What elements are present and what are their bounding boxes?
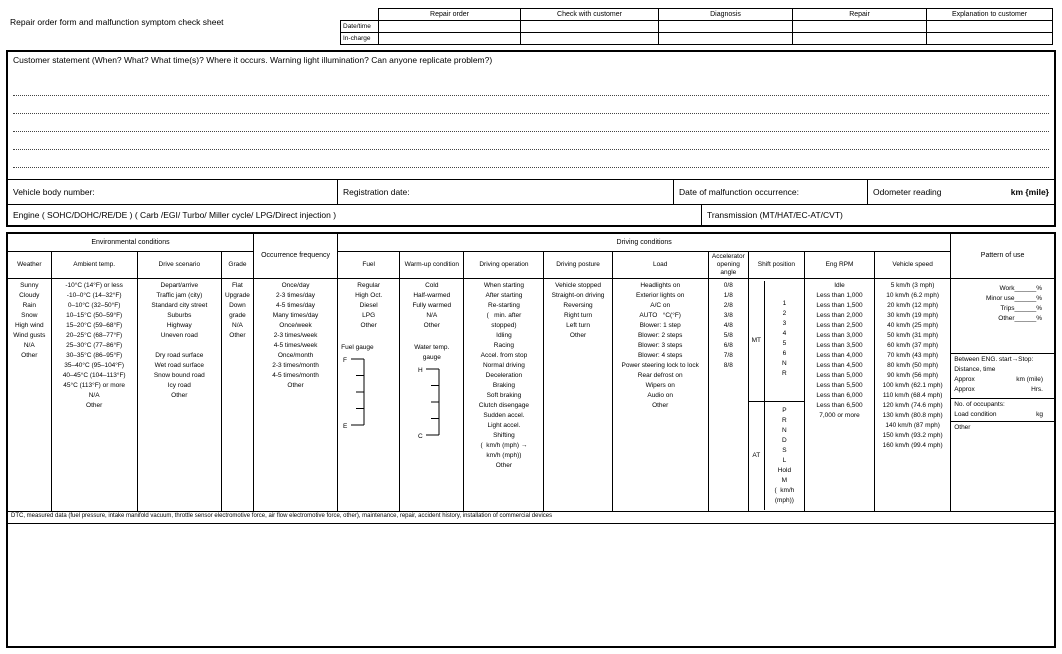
option-item: Less than 1,000 (816, 291, 863, 299)
registration-date-field[interactable]: Registration date: (338, 180, 674, 204)
option-item: Icy road (167, 381, 191, 389)
grade-options-cell (221, 278, 253, 511)
option-item: 7,000 or more (819, 411, 860, 419)
eng-rpm-options-cell (804, 278, 874, 511)
fill-cell-in-charge[interactable] (659, 33, 793, 45)
odometer-unit: km {mile} (1010, 187, 1049, 197)
option-item: Braking (492, 381, 515, 389)
trip-subtitle: Distance, time (954, 365, 996, 373)
warmup-options (400, 281, 463, 331)
option-item: Less than 5,500 (816, 381, 863, 389)
fuel-options (338, 281, 399, 331)
shift-at-section (749, 401, 804, 510)
option-item: Half-warmed (413, 291, 451, 299)
option-item: 1/8 (723, 291, 733, 299)
load-condition-label: Load condition (954, 410, 997, 418)
option-item: Sudden accel. (483, 411, 525, 419)
customer-statement-label: Customer statement (When? What? What time(s)? Where it occurs. Warning light illumination? Can anyone replicate problem?) (13, 55, 493, 65)
vehicle-info-row (8, 179, 1054, 204)
option-item: Left turn (566, 321, 590, 329)
drive-scenario-options (138, 281, 221, 401)
col-header-pattern-of-use: Pattern of use (951, 233, 1055, 278)
writing-line[interactable] (13, 114, 1049, 132)
option-item: Less than 4,000 (816, 351, 863, 359)
form-header (0, 0, 1062, 45)
option-item: Less than 4,500 (816, 361, 863, 369)
option-item: Blower: 2 steps (637, 331, 683, 339)
col-header-repair-order: Repair order (379, 9, 521, 21)
option-item: Exterior lights on (635, 291, 685, 299)
option-item: 130 km/h (80.8 mph) (882, 411, 943, 419)
option-item: Diesel (359, 301, 378, 309)
option-item: 2-3 times/month (272, 361, 319, 369)
col-header-drive-scenario: Drive scenario (137, 251, 221, 278)
option-item: 40–45°C (104–113°F) (62, 371, 126, 379)
option-item: D (782, 436, 787, 444)
weather-options-cell (7, 278, 51, 511)
option-item: LPG (362, 311, 376, 319)
option-item: Other (229, 331, 246, 339)
col-header-occurrence: Occurrence frequency (253, 233, 337, 278)
option-item: ( km/h (774, 486, 795, 494)
option-item: Once/month (277, 351, 314, 359)
option-item: Racing (493, 341, 515, 349)
option-item: Less than 2,000 (816, 311, 863, 319)
option-item: 8/8 (723, 361, 733, 369)
option-item: 2/8 (723, 301, 733, 309)
col-header-grade: Grade (221, 251, 253, 278)
dtc-note: DTC, measured data (fuel pressure, intake manifold vacuum, throttle sensor electromotive force, air flow electromotive force, other), maintenance, repair, accident history, installation of commercial devices (7, 511, 1055, 523)
option-item: Clutch disengage (478, 401, 530, 409)
accelerator-options-cell (708, 278, 748, 511)
option-item: 45°C (113°F) or more (63, 381, 126, 389)
option-item: High wind (15, 321, 44, 329)
option-item: 4/8 (723, 321, 733, 329)
writing-line[interactable] (13, 65, 1049, 96)
option-item: Audio on (647, 391, 674, 399)
option-item: When starting (483, 281, 524, 289)
conditions-table (6, 232, 1056, 648)
option-item (138, 341, 221, 351)
option-item: Uneven road (160, 331, 198, 339)
option-item: High Oct. (355, 291, 383, 299)
option-item: 120 km/h (74.6 mph) (882, 401, 943, 409)
option-item: 80 km/h (50 mph) (887, 361, 939, 369)
col-header-warmup: Warm-up condition (400, 251, 464, 278)
option-item: 40 km/h (25 mph) (887, 321, 939, 329)
notes-area[interactable] (7, 523, 1055, 647)
option-item: N/A (23, 341, 35, 349)
grade-options (222, 281, 253, 341)
option-item: Blower: 1 step (639, 321, 681, 329)
option-item: -10–0°C (14–32°F) (66, 291, 122, 299)
option-item: S (782, 446, 787, 454)
option-item: Flat (232, 281, 243, 289)
option-item: 4 (782, 329, 787, 337)
option-item: 50 km/h (31 mph) (887, 331, 939, 339)
time-unit: Hrs. (1031, 385, 1043, 393)
option-item: Accel. from stop (480, 351, 528, 359)
pattern-other-section[interactable] (951, 421, 1054, 511)
warmup-options-cell (400, 278, 464, 511)
option-item: 35–40°C (95–104°F) (64, 361, 125, 369)
option-item: Headlights on (640, 281, 681, 289)
option-item: Straight-on driving (551, 291, 605, 299)
option-item: Right turn (563, 311, 593, 319)
trip-title: Between ENG. start→Stop: (954, 355, 1034, 363)
option-item: 140 km/h (87 mph) (885, 421, 940, 429)
option-item: Re-starting (488, 301, 520, 309)
drive-scenario-options-cell (137, 278, 221, 511)
option-item: 15–20°C (59–68°F) (66, 321, 123, 329)
water-temp-gauge-label: Water temp. gauge (414, 343, 450, 361)
option-item: Normal driving (482, 361, 525, 369)
option-item: Shifting (493, 431, 515, 439)
option-item: Rear defrost on (637, 371, 683, 379)
option-item: 6 (782, 349, 787, 357)
odometer-label: Odometer reading (873, 187, 942, 197)
group-header-driving: Driving conditions (338, 233, 951, 251)
vehicle-body-number-field[interactable]: Vehicle body number: (8, 180, 338, 204)
option-item: Wind gusts (13, 331, 46, 339)
option-item: 1 (782, 299, 787, 307)
option-item: Other (423, 321, 440, 329)
option-item: N (782, 426, 787, 434)
approx-label: Approx (954, 385, 975, 393)
driving-operation-options (464, 281, 543, 471)
option-item: Deceleration (485, 371, 523, 379)
option-item: M (781, 476, 788, 484)
fill-cell-date-time[interactable] (379, 21, 521, 33)
option-item: Snow bound road (153, 371, 205, 379)
option-item: Other (652, 401, 669, 409)
svg-text:F: F (343, 356, 348, 364)
option-item: 0/8 (723, 281, 733, 289)
option-item: Once/week (279, 321, 312, 329)
fill-cell-date-time[interactable] (659, 21, 793, 33)
option-item: Suburbs (167, 311, 192, 319)
option-item: 100 km/h (62.1 mph) (882, 381, 943, 389)
option-item: Wipers on (645, 381, 675, 389)
option-item: 5 (782, 339, 787, 347)
option-item: Other (495, 461, 513, 469)
option-item: 160 km/h (99.4 mph) (882, 441, 943, 449)
customer-info-box (6, 50, 1056, 227)
occurrence-options (254, 281, 337, 391)
option-item: Highway (166, 321, 192, 329)
fill-cell-in-charge[interactable] (927, 33, 1053, 45)
option-item: 20 km/h (12 mph) (887, 301, 939, 309)
corner-cell (341, 9, 379, 21)
option-item: ( km/h (mph) → (480, 441, 528, 449)
shift-at-options (765, 402, 804, 510)
weather-options (8, 281, 51, 361)
svg-text:C: C (417, 432, 423, 439)
usage-percent-options[interactable] (951, 281, 1054, 353)
col-header-eng-rpm: Eng RPM (804, 251, 874, 278)
option-item: 150 km/h (93.2 mph) (882, 431, 943, 439)
option-item: 90 km/h (56 mph) (887, 371, 939, 379)
option-item: 3 (782, 319, 787, 327)
col-header-check-with-customer: Check with customer (521, 9, 659, 21)
option-item: Wet road surface (154, 361, 204, 369)
option-item: Down grade (229, 301, 246, 319)
option-item: Fully warmed (412, 301, 452, 309)
engine-info-row (8, 204, 1054, 225)
svg-text:H: H (417, 366, 423, 374)
option-item: Cloudy (19, 291, 40, 299)
option-item: 7/8 (723, 351, 733, 359)
option-item: Idling (496, 331, 512, 339)
col-header-repair: Repair (793, 9, 927, 21)
option-item: Power steering lock to lock (621, 361, 699, 369)
option-item: Minor use______% (985, 294, 1042, 302)
option-item: 2 (782, 309, 787, 317)
fuel-options-cell (338, 278, 400, 511)
option-item: stopped) (491, 321, 517, 329)
option-item: Trips______% (1000, 304, 1042, 312)
pattern-of-use-cell (951, 278, 1055, 511)
load-condition-line (954, 410, 1051, 420)
ambient-temp-options-cell (51, 278, 137, 511)
option-item: km/h (mph)) (486, 451, 522, 459)
option-item: Regular (357, 281, 381, 289)
option-item: 10 km/h (6.2 mph) (886, 291, 939, 299)
writing-line[interactable] (13, 96, 1049, 114)
option-item: 110 km/h (68.4 mph) (882, 391, 943, 399)
form-title: Repair order form and malfunction symptom check sheet (10, 17, 224, 27)
option-item: 5/8 (723, 331, 733, 339)
option-item: Other (171, 391, 188, 399)
vehicle-speed-options-cell (875, 278, 951, 511)
transmission-type-field[interactable]: Transmission (MT/HAT/EC-AT/CVT) (707, 210, 843, 220)
fuel-gauge-icon (342, 355, 372, 429)
trip-time-line (954, 385, 1051, 395)
writing-line[interactable] (13, 132, 1049, 150)
approx-label: Approx (954, 375, 975, 383)
col-header-weather: Weather (7, 251, 51, 278)
shift-at-label: AT (749, 402, 765, 510)
load-options (613, 281, 708, 411)
svg-text:E: E (343, 422, 348, 429)
option-item: Other (360, 321, 377, 329)
option-item: Work______% (999, 284, 1042, 292)
option-item: Less than 5,000 (816, 371, 863, 379)
occurrence-options-cell (253, 278, 337, 511)
col-header-vehicle-speed: Vehicle speed (875, 251, 951, 278)
option-item: 30 km/h (19 mph) (887, 311, 939, 319)
fill-cell-in-charge[interactable] (521, 33, 659, 45)
accelerator-options (709, 281, 748, 371)
option-item: 30–35°C (86–95°F) (66, 351, 123, 359)
option-item: N (782, 359, 787, 367)
option-item: 25–30°C (77–86°F) (66, 341, 123, 349)
option-item: Less than 1,500 (816, 301, 863, 309)
occupants-section[interactable] (951, 398, 1054, 421)
water-temp-gauge-icon (417, 365, 447, 439)
option-item: Upgrade (224, 291, 250, 299)
col-header-diagnosis: Diagnosis (659, 9, 793, 21)
col-header-fuel: Fuel (338, 251, 400, 278)
option-item: 70 km/h (43 mph) (887, 351, 939, 359)
driving-posture-options-cell (544, 278, 612, 511)
engine-type-field[interactable]: Engine ( SOHC/DOHC/RE/DE ) ( Carb /EGI/ Turbo/ Miller cycle/ LPG/Direct injection ) (8, 205, 702, 225)
shift-mt-options (765, 281, 804, 401)
load-unit: kg (1036, 410, 1043, 418)
option-item: 6/8 (723, 341, 733, 349)
option-item: Light accel. (487, 421, 521, 429)
eng-rpm-options (805, 281, 874, 421)
option-item: Traffic jam (city) (156, 291, 203, 299)
option-item: After starting (485, 291, 523, 299)
driving-posture-options (544, 281, 611, 341)
option-item: 2-3 times/day (276, 291, 316, 299)
option-item: 60 km/h (37 mph) (887, 341, 939, 349)
shift-position-cell (748, 278, 804, 511)
col-header-driving-operation: Driving operation (464, 251, 544, 278)
option-item: Cold (425, 281, 439, 289)
option-item: 4-5 times/day (276, 301, 316, 309)
option-item: Hold (777, 466, 792, 474)
option-item: P (782, 406, 787, 414)
option-item: Idle (834, 281, 845, 289)
option-item: Other (287, 381, 304, 389)
option-item: AUTO °C(°F) (639, 311, 681, 319)
fill-cell-date-time[interactable] (521, 21, 659, 33)
option-item: 10–15°C (50–59°F) (66, 311, 123, 319)
option-item: Dry road surface (155, 351, 204, 359)
option-item: (mph)) (774, 496, 794, 504)
option-item: 5 km/h (3 mph) (890, 281, 935, 289)
row-label-date-time: Date/time (341, 21, 379, 33)
malfunction-date-field[interactable]: Date of malfunction occurrence: (674, 180, 868, 204)
option-item: Less than 3,000 (816, 331, 863, 339)
col-header-ambient-temp: Ambient temp. (51, 251, 137, 278)
fill-cell-in-charge[interactable] (379, 33, 521, 45)
row-label-in-charge: In-charge (341, 33, 379, 45)
option-item: Other (21, 351, 38, 359)
option-item: Less than 6,000 (816, 391, 863, 399)
writing-line[interactable] (13, 150, 1049, 168)
ambient-temp-options (52, 281, 137, 411)
option-item: 3/8 (723, 311, 733, 319)
option-item: 4-5 times/week (273, 341, 318, 349)
option-item: Blower: 3 steps (637, 341, 683, 349)
option-item: Depart/arrive (160, 281, 199, 289)
vehicle-speed-options (875, 281, 950, 451)
customer-statement-section (8, 52, 1054, 179)
option-item: Snow (21, 311, 38, 319)
option-item: -10°C (14°F) or less (65, 281, 123, 289)
shift-mt-label: MT (749, 281, 765, 401)
option-item: Rain (22, 301, 36, 309)
option-item: Less than 6,500 (816, 401, 863, 409)
shift-mt-section (749, 281, 804, 401)
trip-section[interactable] (951, 353, 1054, 398)
option-item: N/A (88, 391, 100, 399)
option-item: Vehicle stopped (555, 281, 601, 289)
option-item: A/C on (650, 301, 671, 309)
group-header-environmental: Environmental conditions (7, 233, 253, 251)
fill-cell-date-time[interactable] (793, 21, 927, 33)
option-item: ( min. after (486, 311, 522, 319)
option-item: 20–25°C (68–77°F) (66, 331, 123, 339)
option-item: N/A (426, 311, 438, 319)
option-item: 0–10°C (32–50°F) (67, 301, 121, 309)
option-item: N/A (232, 321, 243, 329)
option-item: Many times/day (272, 311, 319, 319)
option-item: Other (86, 401, 103, 409)
option-item: Once/day (281, 281, 310, 289)
option-item: L (782, 456, 787, 464)
option-item: Other (569, 331, 587, 339)
option-item: Other______% (998, 314, 1042, 322)
col-header-shift-position: Shift position (748, 251, 804, 278)
option-item: Blower: 4 steps (637, 351, 683, 359)
fill-cell-in-charge[interactable] (793, 33, 927, 45)
option-item: R (782, 416, 787, 424)
option-item: Less than 2,500 (816, 321, 863, 329)
fuel-gauge-label: Fuel gauge (341, 343, 374, 351)
occupants-label: No. of occupants: (954, 400, 1005, 408)
driving-operation-options-cell (464, 278, 544, 511)
pattern-other-label: Other (954, 423, 971, 431)
col-header-explanation: Explanation to customer (927, 9, 1053, 21)
col-header-driving-posture: Driving posture (544, 251, 612, 278)
option-item: 4-5 times/month (272, 371, 319, 379)
option-item: Sunny (20, 281, 39, 289)
col-header-accelerator: Accelerator opening angle (708, 251, 748, 278)
option-item: Reversing (563, 301, 593, 309)
distance-unit: km (mile) (1016, 375, 1043, 383)
option-item: 2-3 times/week (273, 331, 318, 339)
option-item: Soft braking (486, 391, 522, 399)
trip-distance-line (954, 375, 1051, 385)
option-item: R (782, 369, 787, 377)
fill-cell-date-time[interactable] (927, 21, 1053, 33)
option-item: Standard city street (151, 301, 208, 309)
col-header-load: Load (612, 251, 708, 278)
option-item: Less than 3,500 (816, 341, 863, 349)
workflow-table (340, 8, 1053, 45)
odometer-field[interactable] (868, 180, 1054, 204)
load-options-cell (612, 278, 708, 511)
